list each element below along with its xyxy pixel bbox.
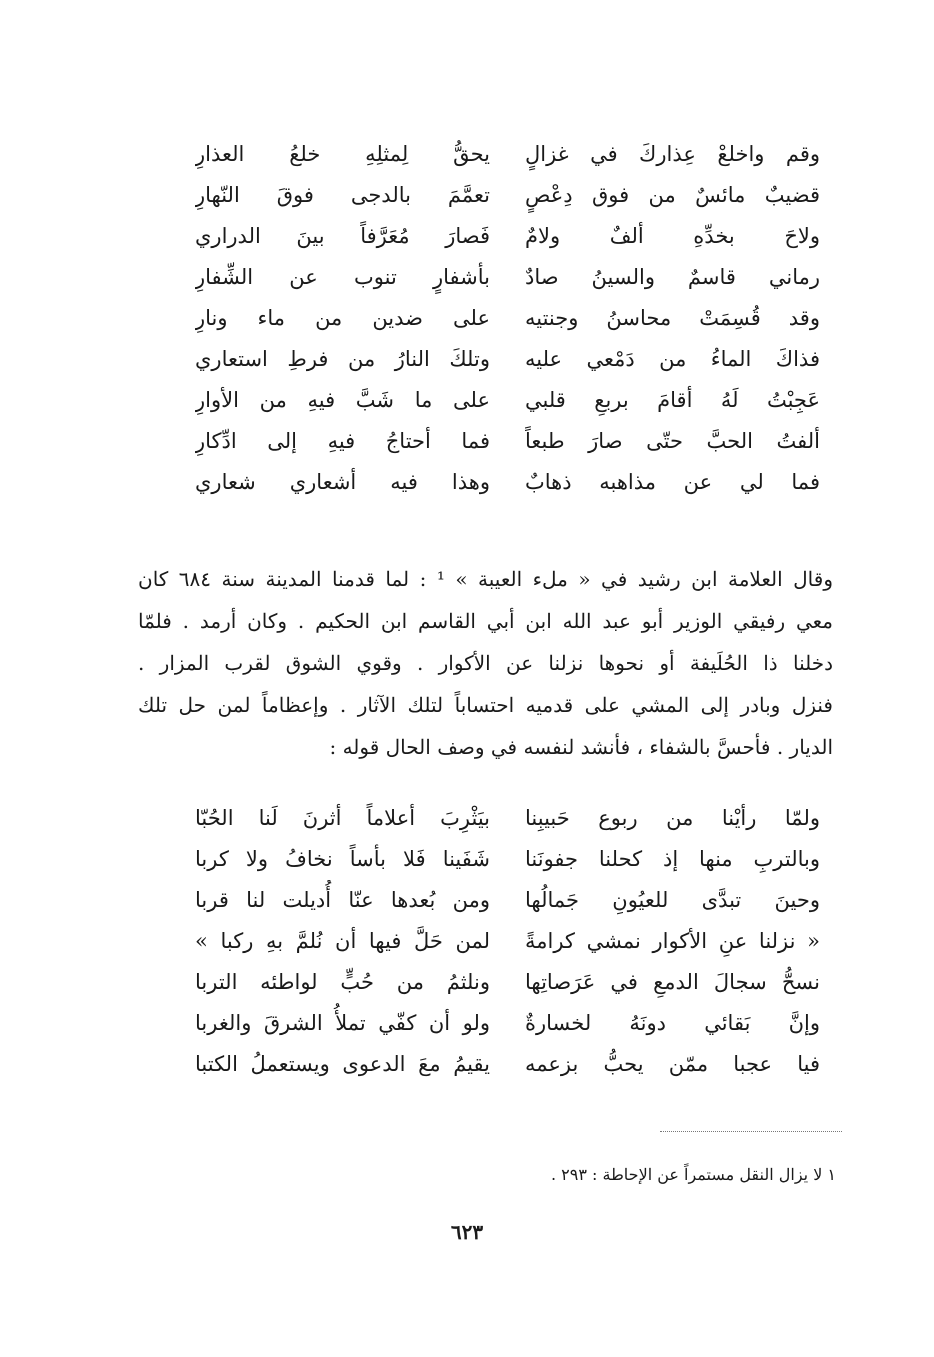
verse (195, 798, 820, 839)
verse-second-hemistich: وتلكَ النارُ من فرطِ استعاري (195, 347, 490, 371)
footnote-divider (660, 1131, 842, 1132)
verse (195, 839, 820, 880)
verse-second-hemistich: يقيمُ معَ الدعوى ويستعملُ الكتبا (195, 1052, 490, 1076)
page-number: ٦٢٣ (450, 1220, 484, 1244)
verse-first-hemistich: ألفتُ الحبَّ حتّى صارَ طبعاً (525, 429, 820, 453)
verse (195, 257, 820, 298)
verse-second-hemistich: لمن حَلَّ فيها أن نُلمَّ بهِ ركبا » (195, 929, 490, 953)
verse (195, 134, 820, 175)
verse-first-hemistich: نسحُّ سجالَ الدمعِ في عَرَصاتِها (525, 970, 820, 994)
prose-paragraph (138, 558, 833, 768)
verse-second-hemistich: تعمَّمَ بالدجى فوقَ النّهارِ (195, 183, 490, 207)
verse (195, 421, 820, 462)
verse-first-hemistich: وحينَ تبدَّى للعيُونِ جَمالُها (525, 888, 820, 912)
verse-first-hemistich: فيا عجبا ممّن يحبُّ بزعمه (525, 1052, 820, 1076)
verse (195, 921, 820, 962)
verse-second-hemistich: فَصارَ مُعَرَّفاً بينَ الدراري (195, 224, 490, 248)
verse-first-hemistich: عَجِبْتُ لَهُ أقامَ بربعِ قلبي (525, 388, 820, 412)
verse (195, 962, 820, 1003)
verse-first-hemistich: فذاكَ الماءُ من دَمْعي عليه (525, 347, 820, 371)
prose-line: وقال العلامة ابن رشيد في « ملء العيبة » ¹ : لما قدمنا المدينة سنة ٦٨٤ كان (138, 567, 833, 591)
verse-second-hemistich: ونلثمُ من حُبٍّ لواطئه التربا (195, 970, 490, 994)
verse-second-hemistich: شَفَينا فَلا بأساً نخافُ ولا كربا (195, 847, 490, 871)
verse (195, 1044, 820, 1085)
verse-second-hemistich: ومن بُعدها عنّا أُديلت لنا قربا (195, 888, 490, 912)
verse-first-hemistich: قضيبٌ مائسٌ من فوق دِعْصٍ (525, 183, 820, 207)
verse (195, 216, 820, 257)
footnote: ١ لا يزال النقل مستمراً عن الإحاطة : ٢٩٣ . (550, 1165, 836, 1184)
prose-line: الديار . فأحسَّ بالشفاء ، فأنشد لنفسه في وصف الحال قوله : (329, 735, 833, 759)
verse (195, 380, 820, 421)
verse-second-hemistich: وهذا فيه أشعاري شعاري (195, 470, 490, 494)
verse-second-hemistich: يحقُّ لِمثلِهِ خلعُ العذارِ (195, 142, 490, 166)
verse (195, 1003, 820, 1044)
verse-second-hemistich: بأشفارٍ تنوب عن الشِّفارِ (195, 265, 490, 289)
poem-second (195, 798, 820, 1085)
prose-line: دخلنا ذا الحُلَيفة أو نحوها نزلنا عن الأكوار . وقوي الشوق لقرب المزار . (138, 651, 833, 675)
verse (195, 339, 820, 380)
verse-first-hemistich: وقد قُسِمَتْ محاسنُ وجنتيه (525, 306, 820, 330)
verse-first-hemistich: ولمّا رأيْنا من ربوع حَبيبِنا (525, 806, 820, 830)
prose-line: معي رفيقي الوزير أبو عبد الله ابن أبي القاسم ابن الحكيم . وكان أرمد . فلمّا (138, 609, 833, 633)
verse-second-hemistich: فما أحتاجُ فيهِ إلى ادِّكارِ (195, 429, 490, 453)
verse-first-hemistich: رماني قاسمٌ والسينُ صادٌ (525, 265, 820, 289)
verse (195, 462, 820, 503)
verse-first-hemistich: وقم واخلعْ عِذاركَ في غزالٍ (525, 142, 820, 166)
verse (195, 298, 820, 339)
verse-first-hemistich: ولاحَ بخدِّهِ ألفٌ ولامٌ (525, 224, 820, 248)
verse-first-hemistich: فما لي عن مذاهبه ذهابٌ (525, 470, 820, 494)
prose-line: فنزل وبادر إلى المشي على قدميه احتساباً لتلك الآثار . وإعظاماً لمن حل تلك (138, 693, 833, 717)
verse-second-hemistich: ولو أن كفّي تملأُ الشرقَ والغربا (195, 1011, 490, 1035)
verse-first-hemistich: وبالتربِ منها إذ كحلنا جفونَنا (525, 847, 820, 871)
verse-second-hemistich: بيَثْرِبَ أعلاماً أثرنَ لَنا الحُبّا (195, 806, 490, 830)
verse (195, 175, 820, 216)
poem-first (195, 134, 820, 503)
verse-second-hemistich: على ضدين من ماء ونارِ (195, 306, 490, 330)
verse-second-hemistich: على ما شَبَّ فيهِ من الأوارِ (195, 388, 490, 412)
verse-first-hemistich: « نزلنا عنِ الأكوار نمشي كرامةً (525, 929, 820, 953)
verse (195, 880, 820, 921)
verse-first-hemistich: وإنَّ بَقائي دونَهُ لخسارةٌ (525, 1011, 820, 1035)
